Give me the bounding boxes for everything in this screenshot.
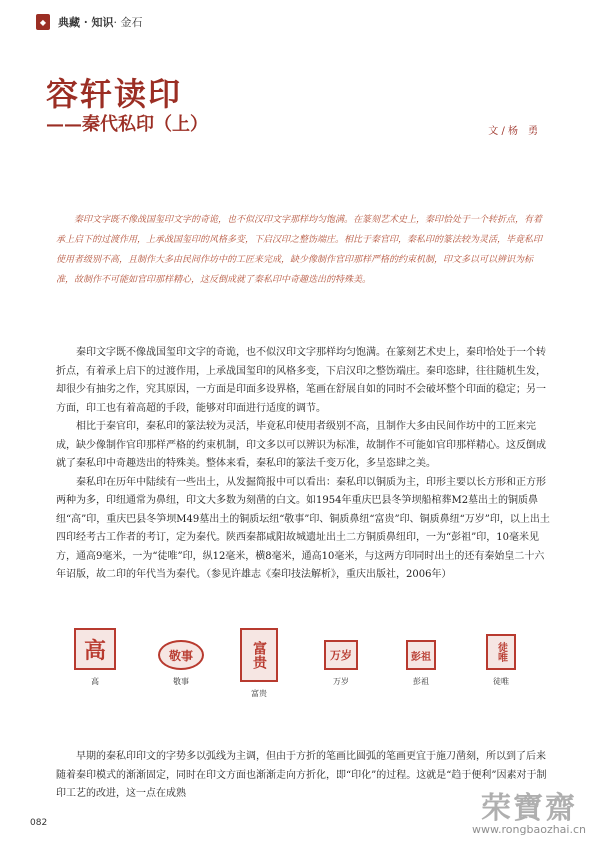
section-label xyxy=(58,14,143,30)
body-paragraph: 秦私印在历年中陆续有一些出土，从发掘简报中可以看出：秦私印以铜质为主，印形主要以长方形和正方形两种为多，印纽通常为鼻纽，印文大多数为刻凿的白文。如1954年重庆巴县冬笋坝船棺葬M2墓出土的铜质鼻纽“高”印，重庆巴县冬笋坝M49墓出土的铜质坛纽“敬事”印、铜质鼻纽“富贵”印、铜质鼻纽“万岁”印，以上出土四印经考古工作者的考订，定为秦代。陕西秦都咸阳故城遗址出土二方铜质鼻纽印，一为“彭祖”印，10毫米见方，通高9毫米，一为“徒唯”印，纵12毫米，横8毫米，通高10毫米，与这两方印同时出土的还有秦始皇二十六年诏版，故二印的年代当为秦代。（参见许雄志《秦印技法解析》，重庆出版社，2006年） xyxy=(56,476,550,580)
seal-label: 万岁 xyxy=(333,677,349,686)
seal-label: 徒唯 xyxy=(493,677,509,686)
article-heading xyxy=(46,75,208,135)
seal-label: 富贵 xyxy=(251,689,267,698)
seal-item xyxy=(406,628,436,687)
page-header xyxy=(36,12,143,32)
seal-label: 敬事 xyxy=(173,677,189,686)
article-author: 文 / 杨 勇 xyxy=(488,126,538,137)
seal-item xyxy=(74,628,116,687)
seal-image-wansui: 万岁 xyxy=(324,640,358,670)
watermark xyxy=(472,783,586,836)
article-title: 容轩读印 xyxy=(46,75,183,113)
seal-item xyxy=(324,628,358,687)
magazine-logo-icon: ◆ xyxy=(36,14,50,30)
page-number: 082 xyxy=(30,818,48,828)
seal-image-jingshi: 敬事 xyxy=(158,640,204,670)
seal-item xyxy=(240,628,278,699)
watermark-url: www.rongbaozhai.cn xyxy=(472,823,586,836)
seal-gallery xyxy=(60,628,546,698)
seal-image-pengzu: 彭祖 xyxy=(406,640,436,670)
seal-label: 高 xyxy=(91,677,99,686)
body-paragraph: 相比于秦官印，秦私印的篆法较为灵活，毕竟私印使用者级别不高，且制作大多由民间作坊中的工匠来完成，缺少像制作官印那样严格的约束机制，印文多以可以辨识为标准，故制作不可能如官印那样精心。这反倒成就了秦私印中奇趣迭出的特殊美。整体来看，秦私印的篆法千变万化，多呈恣肆之美。 xyxy=(56,421,546,469)
section-sub: · 金石 xyxy=(113,16,143,29)
body-paragraph: 秦印文字既不像战国玺印文字的奇诡，也不似汉印文字那样均匀饱满。在篆刻艺术史上，秦印恰处于一个转折点，有着承上启下的过渡作用，上承战国玺印的风格多变，下启汉印之整饬端庄。秦印恣肆，往往随机生发，却很少有抽劣之作，究其原因，一方面是印面多设界格，笔画在舒展自如的同时不会破坏整个印面的稳定；另一方面，印工也有着高超的手段，能够对印面进行适度的调节。 xyxy=(56,347,546,414)
seal-item xyxy=(158,628,204,687)
seal-image-fugui: 富贵 xyxy=(240,628,278,682)
article-body xyxy=(56,344,550,585)
seal-label: 彭祖 xyxy=(413,677,429,686)
seal-image-gao: 高 xyxy=(74,628,116,670)
intro-paragraph: 秦印文字既不像战国玺印文字的奇诡，也不似汉印文字那样均匀饱满。在篆刻艺术史上，秦印恰处于一个转折点，有着承上启下的过渡作用，上承战国玺印的风格多变，下启汉印之整饬端庄。相比于秦官印，秦私印的篆法较为灵活，毕竟私印使用者级别不高，且制作大多由民间作坊中的工匠来完成，缺少像制作官印那样严格的约束机制，印文多以可以辨识为标准，故制作不可能如官印那样精心，这反倒成就了秦私印中奇趣迭出的特殊美。 xyxy=(56,215,543,285)
section-main: 典藏 · 知识 xyxy=(58,16,114,29)
seal-item xyxy=(486,628,516,687)
body-paragraph: 早期的秦私印印文的字势多以弧线为主调，但由于方折的笔画比圆弧的笔画更宜于施刀凿刻，所以到了后来随着秦印模式的渐渐固定，同时在印文方面也渐渐走向方折化，即“印化”的过程。这就是“趋于便利”因素对于制印工艺的改进，这一点在成熟 xyxy=(56,751,547,799)
seal-image-tuwei: 徒唯 xyxy=(486,634,516,670)
watermark-logo: 荣寶齋 xyxy=(481,791,578,826)
article-subtitle: ——秦代私印（上） xyxy=(46,114,208,135)
